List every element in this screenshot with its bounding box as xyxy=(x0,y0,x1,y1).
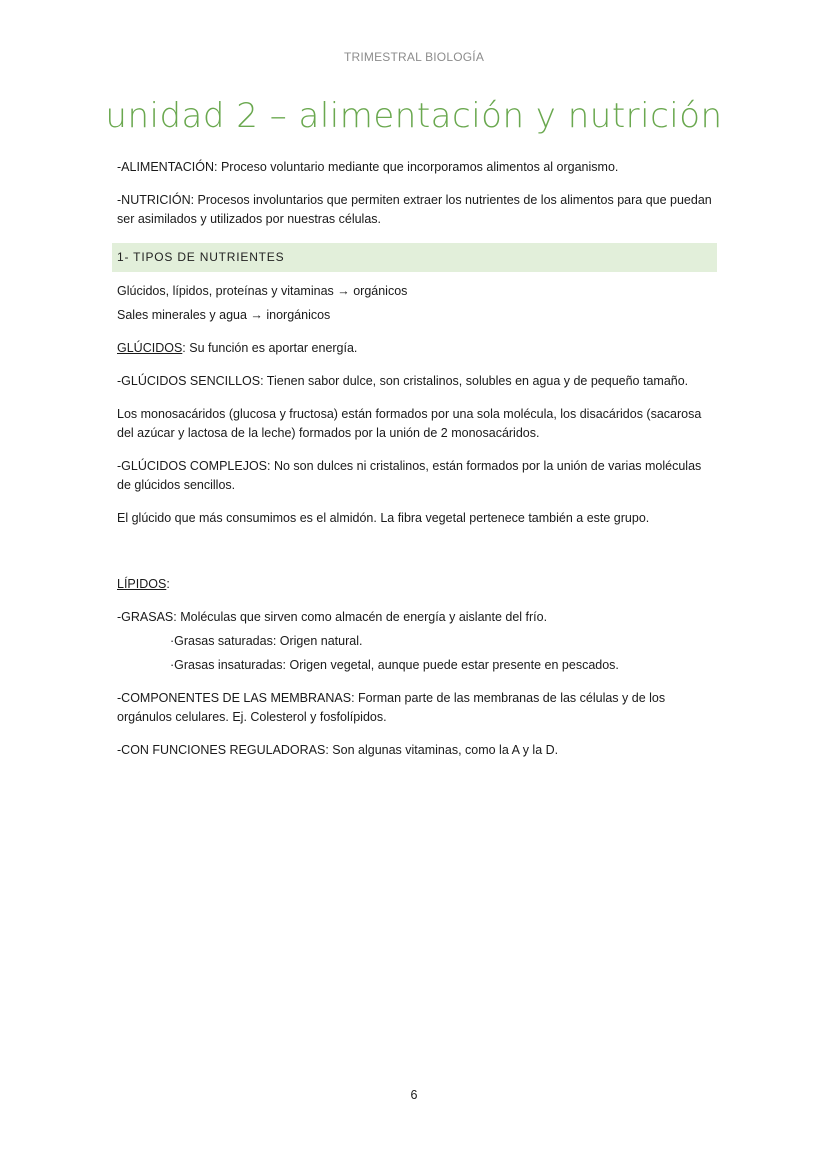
document-body xyxy=(117,158,717,774)
glucidos-text: : Su función es aportar energía. xyxy=(182,341,358,355)
lipidos-membranas: -COMPONENTES DE LAS MEMBRANAS: Forman parte de las membranas de las células y de los orgánulos celulares. Ej. Colesterol y fosfolípidos. xyxy=(117,691,666,724)
page-number: 6 xyxy=(410,1088,418,1102)
section-heading-tipos-nutrientes: 1- TIPOS DE NUTRIENTES xyxy=(112,243,717,272)
glucidos-sencillos: -GLÚCIDOS SENCILLOS: Tienen sabor dulce, son cristalinos, solubles en agua y de pequeño tamaño. xyxy=(117,374,689,388)
lipidos-label: LÍPIDOS xyxy=(117,577,167,591)
lipidos-grasas: -GRASAS: Moléculas que sirven como almacén de energía y aislante del frío. xyxy=(117,610,548,624)
grasas-saturadas: ·Grasas saturadas: Origen natural. xyxy=(170,634,363,648)
definition-nutricion: -NUTRICIÓN: Procesos involuntarios que permiten extraer los nutrientes de los alimentos para que puedan ser asimilados y utilizados por nuestras células. xyxy=(117,193,712,226)
running-header: TRIMESTRAL BIOLOGÍA xyxy=(343,50,485,64)
lipidos-reguladoras: -CON FUNCIONES REGULADORAS: Son algunas vitaminas, como la A y la D. xyxy=(117,743,559,757)
glucidos-complejos: -GLÚCIDOS COMPLEJOS: No son dulces ni cristalinos, están formados por la unión de varias moléculas de glúcidos sencillos. xyxy=(117,459,702,492)
lipidos-colon: : xyxy=(166,577,170,591)
glucidos-monosacaridos: Los monosacáridos (glucosa y fructosa) están formados por una sola molécula, los disacáridos (sacarosa del azúcar y lactosa de la leche) formados por la unión de 2 monosacáridos. xyxy=(117,407,702,440)
nutrients-organic: Glúcidos, lípidos, proteínas y vitaminas → orgánicos xyxy=(117,284,408,298)
grasas-insaturadas: ·Grasas insaturadas: Origen vegetal, aunque puede estar presente en pescados. xyxy=(170,658,619,672)
lipidos-heading xyxy=(117,575,717,594)
definition-alimentacion: -ALIMENTACIÓN: Proceso voluntario mediante que incorporamos alimentos al organismo. xyxy=(117,160,619,174)
spacer xyxy=(117,542,717,575)
page-title: unidad 2 – alimentación y nutrición xyxy=(105,96,723,136)
nutrients-inorganic: Sales minerales y agua → inorgánicos xyxy=(117,308,331,322)
glucidos-almidon: El glúcido que más consumimos es el almidón. La fibra vegetal pertenece también a este grupo. xyxy=(117,511,650,525)
glucidos-intro xyxy=(117,339,717,358)
glucidos-label: GLÚCIDOS xyxy=(117,341,183,355)
